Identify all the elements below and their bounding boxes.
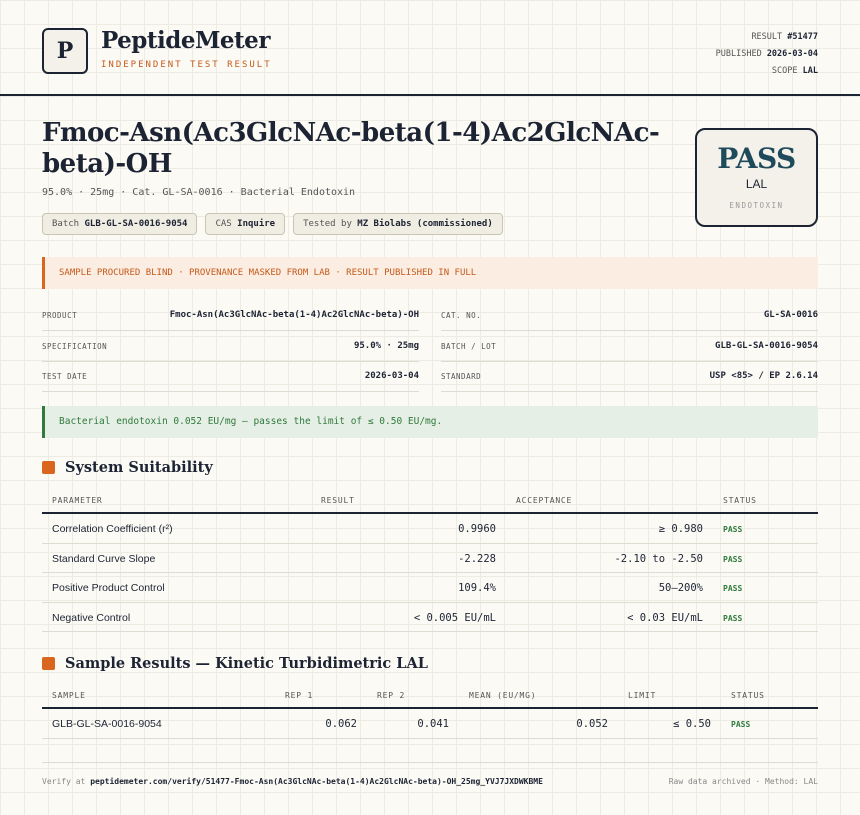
samples-table (42, 685, 818, 739)
cas-tag: CAS Inquire (205, 213, 285, 235)
logo-letter: P (56, 38, 74, 64)
table-header: SAMPLE REP 1 REP 2 MEAN (EU/MG) LIMIT STATUS (42, 685, 818, 709)
section-marker-icon (42, 461, 55, 474)
result-id-line: RESULT #51477 (751, 32, 818, 42)
tested-by-tag: Tested by MZ Biolabs (commissioned) (293, 213, 503, 235)
status-badge: PASS (723, 554, 743, 564)
table-row: Standard Curve Slope -2.228 -2.10 to -2.50 PASS (42, 544, 818, 574)
status-badge: PASS (723, 613, 743, 623)
product-subtitle: 95.0% · 25mg · Cat. GL-SA-0016 · Bacterial Endotoxin (42, 187, 356, 198)
tag-row (42, 213, 503, 235)
table-header: PARAMETER RESULT ACCEPTANCE STATUS (42, 490, 818, 514)
report-header (0, 0, 860, 96)
brand-name: PeptideMeter (101, 27, 270, 54)
footer-method: Raw data archived · Method: LAL (668, 777, 818, 786)
info-batch-lot: BATCH / LOT GLB-GL-SA-0016-9054 (441, 332, 818, 362)
info-test-date: TEST DATE 2026-03-04 (42, 362, 419, 392)
verdict-method: LAL (745, 177, 768, 191)
status-badge: PASS (723, 525, 743, 534)
report-footer: Verify at peptidemeter.com/verify/51477-Fmoc-Asn(Ac3GlcNAc-beta(1-4)Ac2GlcNAc-beta)-OH_25mg_YVJ7JXDWKBME Raw data archived · Method: LAL (42, 762, 818, 786)
product-title: Fmoc-Asn(Ac3GlcNAc-beta(1-4)Ac2GlcNAc- beta)-OH (42, 118, 660, 179)
published-line: PUBLISHED 2026-03-04 (715, 49, 818, 59)
logo-icon (42, 28, 88, 74)
suitability-table (42, 490, 818, 632)
verdict-word: PASS (717, 142, 796, 175)
report-meta (716, 29, 818, 80)
batch-tag: Batch GLB-GL-SA-0016-9054 (42, 213, 197, 235)
verify-link[interactable]: peptidemeter.com/verify/51477-Fmoc-Asn(Ac3GlcNAc-beta(1-4)Ac2GlcNAc-beta)-OH_25mg_YVJ7JXDWKBME (90, 777, 543, 786)
suitability-heading: System Suitability (42, 459, 213, 476)
verdict-kind: ENDOTOXIN (729, 201, 784, 210)
samples-heading: Sample Results — Kinetic Turbidimetric LAL (42, 655, 428, 672)
table-row: Positive Product Control 109.4% 50–200% PASS (42, 573, 818, 603)
result-summary: Bacterial endotoxin 0.052 EU/mg — passes the limit of ≤ 0.50 EU/mg. (42, 406, 818, 438)
table-row: Correlation Coefficient (r²) 0.9960 ≥ 0.980 PASS (42, 514, 818, 544)
status-badge: PASS (723, 584, 743, 593)
info-specification: SPECIFICATION 95.0% · 25mg (42, 332, 419, 362)
table-row: Negative Control < 0.005 EU/mL < 0.03 EU/mL PASS (42, 603, 818, 633)
result-id: #51477 (787, 32, 818, 42)
info-product: PRODUCT Fmoc-Asn(Ac3GlcNAc-beta(1-4)Ac2GlcNAc-beta)-OH (42, 301, 419, 331)
section-marker-icon (42, 657, 55, 670)
blind-notice: SAMPLE PROCURED BLIND · PROVENANCE MASKED FROM LAB · RESULT PUBLISHED IN FULL (42, 257, 818, 289)
verdict-stamp (695, 128, 818, 227)
scope-line: SCOPE LAL (771, 66, 818, 76)
table-row: GLB-GL-SA-0016-9054 0.062 0.041 0.052 ≤ 0.50 PASS (42, 709, 818, 739)
published-date: 2026-03-04 (766, 49, 818, 59)
info-cat-no: CAT. NO. GL-SA-0016 (441, 301, 818, 331)
brand-tagline: INDEPENDENT TEST RESULT (101, 60, 272, 70)
scope-value: LAL (802, 66, 818, 76)
status-badge: PASS (731, 720, 751, 729)
info-standard: STANDARD USP <85> / EP 2.6.14 (441, 362, 818, 392)
